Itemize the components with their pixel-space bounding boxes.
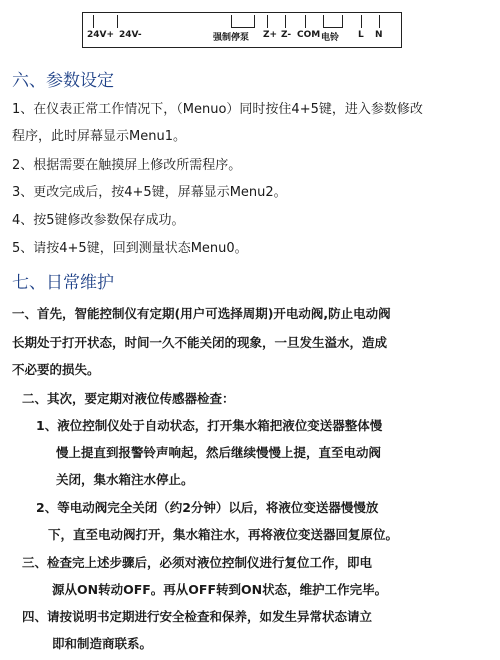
terminal-tick [285,15,286,28]
terminal-label-z-plus: Z+ [263,30,278,40]
terminal-tick [305,15,306,28]
paragraph-line: 4、按5键修改参数保存成功。 [12,213,185,228]
terminal-tick [267,15,268,28]
paragraph-line: 源从ON转动OFF。再从OFF转到ON状态，维护工作完毕。 [52,582,388,597]
terminal-label-com: COM [297,30,321,40]
terminal-label-z-minus: Z- [281,30,292,40]
terminal-label-bell: 电铃 [321,33,340,43]
terminal-bracket [231,15,255,28]
paragraph-line: 2、根据需要在触摸屏上修改所需程序。 [12,158,242,173]
terminal-label-l: L [358,30,364,40]
terminal-tick [117,15,118,28]
paragraph-line: 1、在仪表正常工作情况下，（Menuo）同时按住4+5键，进入参数修改 [12,102,423,117]
paragraph-line: 3、更改完成后，按4+5键，屏幕显示Menu2。 [12,185,287,200]
terminal-tick [361,15,362,28]
section-heading-parameter-setting: 六、参数设定 [12,71,114,91]
terminal-label-24v-minus: 24V- [119,30,142,40]
terminal-label-n: N [375,30,383,40]
paragraph-line: 四、请按说明书定期进行安全检查和保养，如发生异常状态请立 [22,609,373,624]
terminal-tick [93,15,94,28]
paragraph-line: 1、液位控制仪处于自动状态，打开集水箱把液位变送器整体慢 [36,418,383,433]
paragraph-line: 慢上提直到报警铃声响起，然后继续慢慢上提，直至电动阀 [56,445,382,460]
paragraph-line: 下，直至电动阀打开，集水箱注水，再将液位变送器回复原位。 [48,527,399,542]
paragraph-line: 即和制造商联系。 [52,636,153,651]
terminal-label-force-stop: 强制停泵 [213,33,250,43]
paragraph-line: 长期处于打开状态，时间一久不能关闭的现象，一旦发生溢水，造成 [12,335,388,350]
section-heading-daily-maintenance: 七、日常维护 [12,273,114,293]
paragraph-line: 2、等电动阀完全关闭（约2分钟）以后，将液位变送器慢慢放 [36,500,379,515]
terminal-block-diagram [82,12,402,48]
terminal-tick [379,15,380,28]
paragraph-line: 程序，此时屏幕显示Menu1。 [12,129,186,144]
paragraph-line: 不必要的损失。 [12,362,100,377]
terminal-label-24v-plus: 24V+ [87,30,115,40]
terminal-bracket [323,15,343,28]
paragraph-line: 二、其次，要定期对液位传感器检查： [22,391,235,406]
paragraph-line: 关闭，集水箱注水停止。 [56,472,194,487]
paragraph-line: 一、首先，智能控制仪有定期(用户可选择周期)开电动阀,防止电动阀 [12,306,391,321]
paragraph-line: 三、检查完上述步骤后，必须对液位控制仪进行复位工作，即电 [22,555,373,570]
paragraph-line: 5、请按4+5键，回到测量状态Menu0。 [12,241,248,256]
